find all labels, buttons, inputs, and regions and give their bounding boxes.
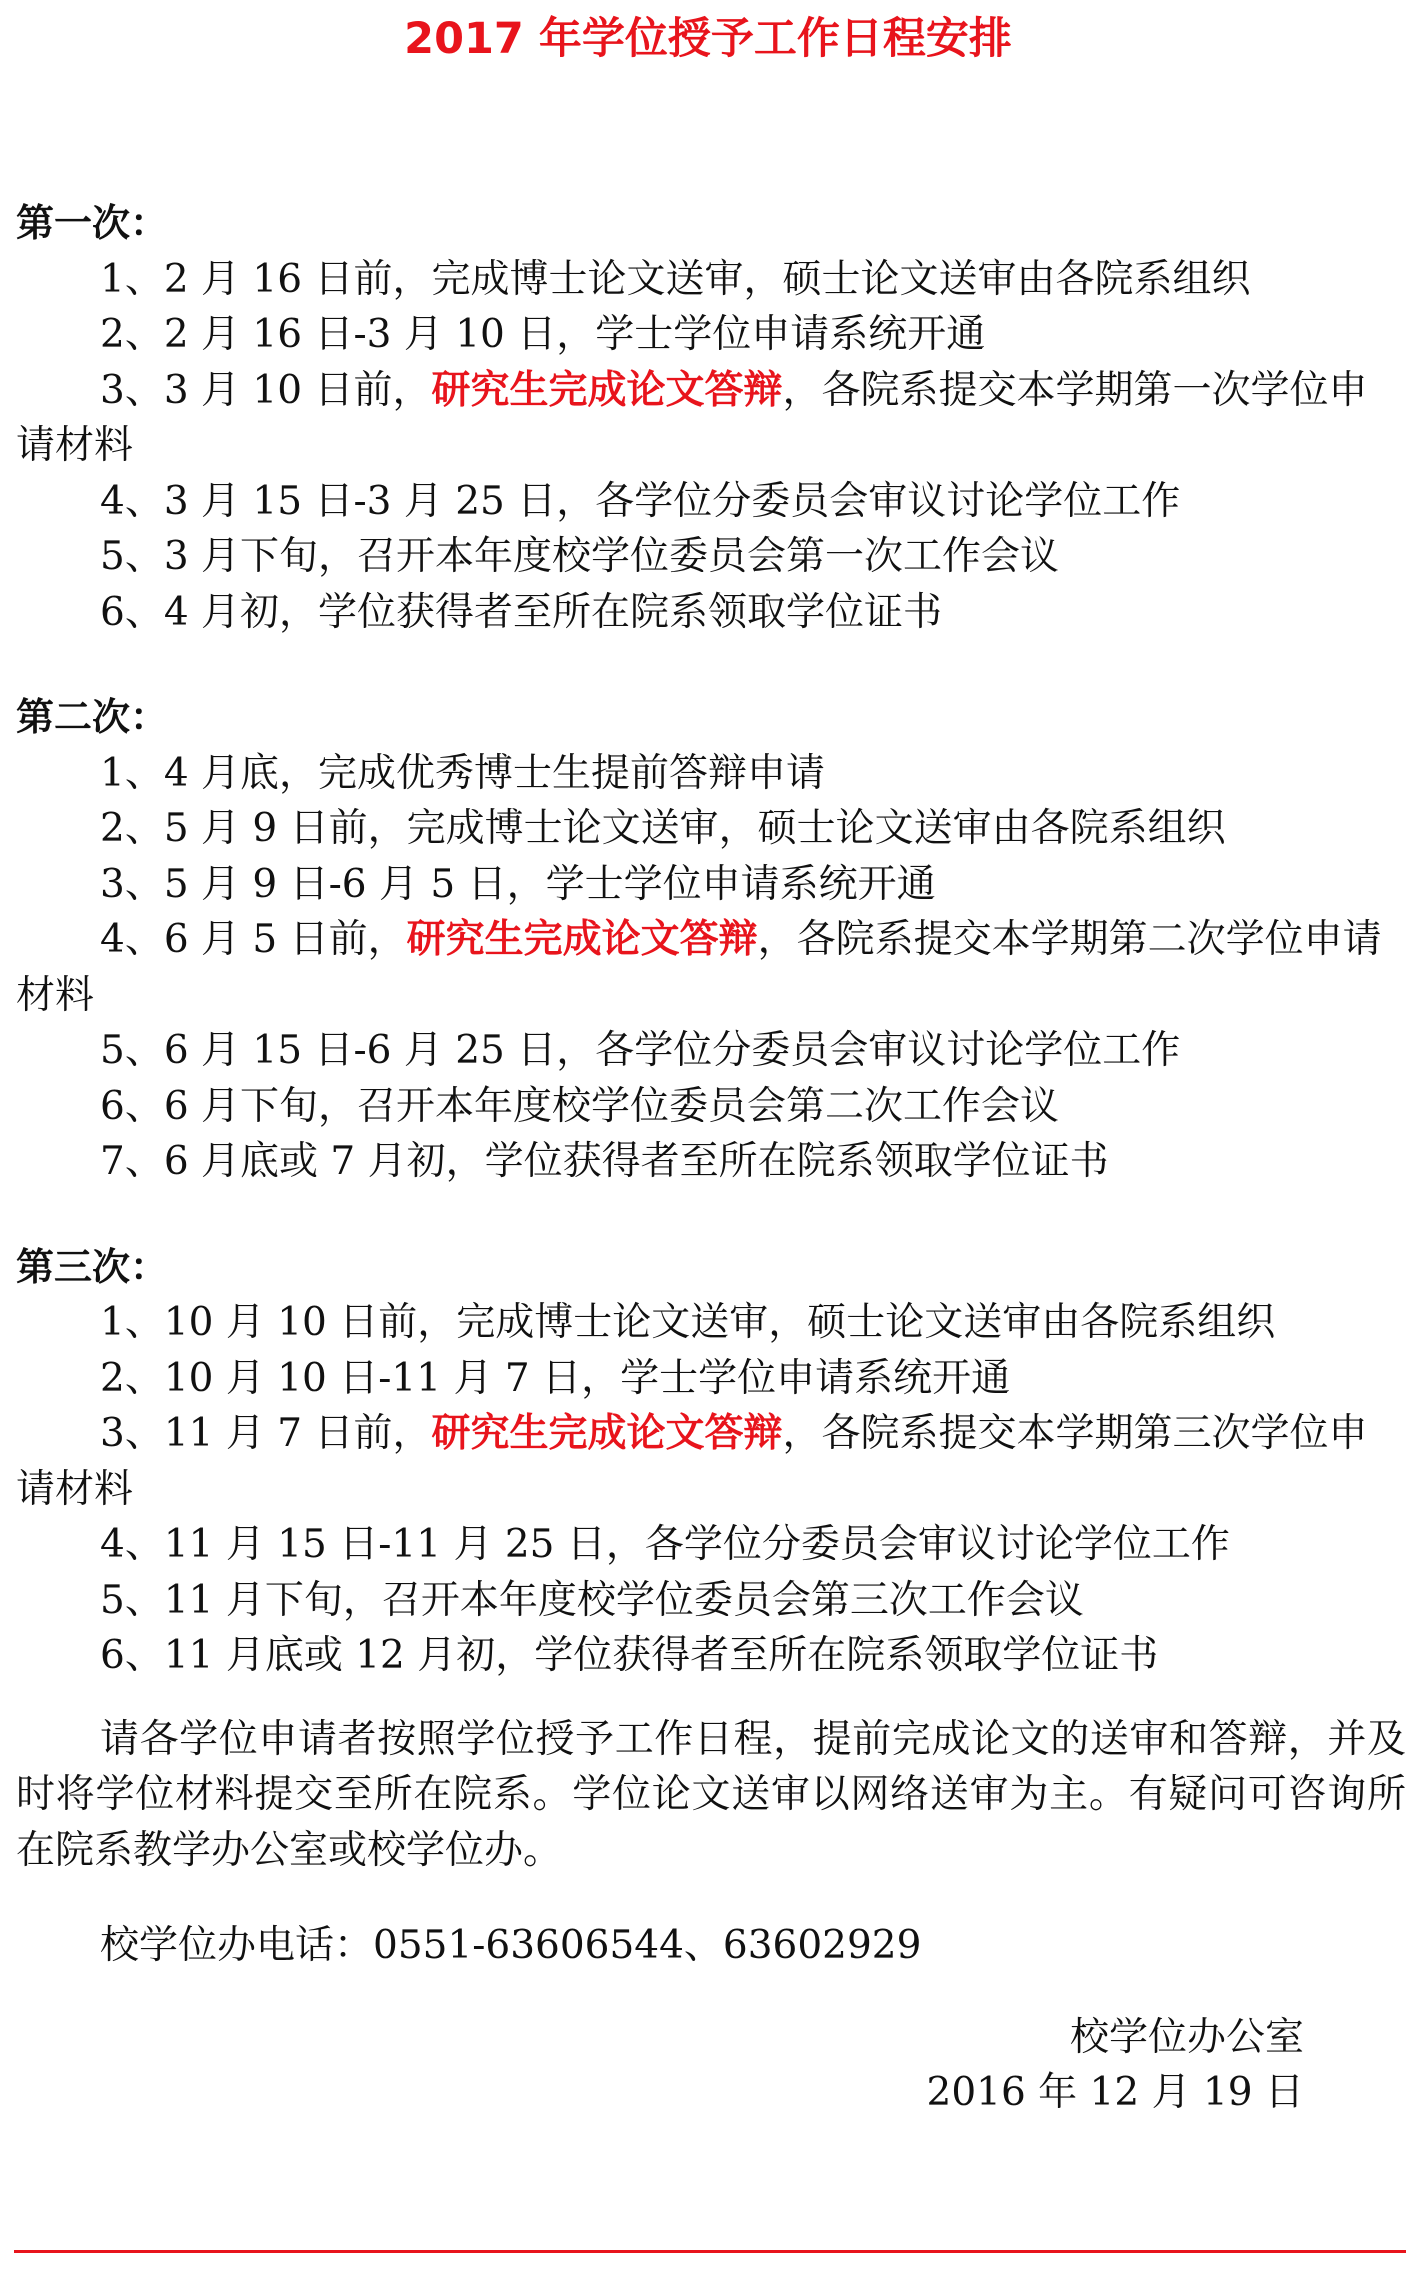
schedule-item: 2、10 月 10 日-11 月 7 日，学士学位申请系统开通 [100, 1355, 1011, 1401]
schedule-item: 3、5 月 9 日-6 月 5 日，学士学位申请系统开通 [100, 861, 936, 907]
section-gap [16, 1190, 1406, 1240]
contact-phone: 校学位办电话：0551-63606544、63602929 [100, 1923, 922, 1968]
schedule-item: 6、4 月初，学位获得者至所在院系领取学位证书 [100, 589, 943, 635]
schedule-item: 1、2 月 16 日前，完成博士论文送审，硕士论文送审由各院系组织 [100, 256, 1251, 302]
section-gap [16, 640, 1406, 690]
schedule-item: 4、3 月 15 日-3 月 25 日，各学位分委员会审议讨论学位工作 [100, 478, 1181, 524]
schedule-item: 1、10 月 10 日前，完成博士论文送审，硕士论文送审由各院系组织 [100, 1300, 1276, 1345]
highlight-defense: 研究生完成论文答辩 [406, 917, 758, 962]
signature-office: 校学位办公室 [1069, 2015, 1304, 2060]
schedule-item: 4、6 月 5 日前，研究生完成论文答辩，各院系提交本学期第二次学位申请材料 [16, 917, 1382, 1018]
highlight-defense: 研究生完成论文答辩 [431, 1411, 783, 1456]
section-first [16, 196, 1406, 640]
schedule-item: 7、6 月底或 7 月初，学位获得者至所在院系领取学位证书 [100, 1139, 1109, 1184]
schedule-item: 2、2 月 16 日-3 月 10 日，学士学位申请系统开通 [100, 312, 986, 357]
schedule-item: 1、4 月底，完成优秀博士生提前答辩申请 [100, 750, 826, 796]
signature-date: 2016 年 12 月 19 日 [926, 2070, 1304, 2115]
note-gap [16, 1684, 1406, 1712]
schedule-item: 4、11 月 15 日-11 月 25 日，各学位分委员会审议讨论学位工作 [100, 1522, 1230, 1567]
bottom-divider [14, 2250, 1406, 2253]
section-heading: 第三次： [16, 1244, 169, 1289]
section-second [16, 690, 1406, 1190]
schedule-item: 2、5 月 9 日前，完成博士论文送审，硕士论文送审由各院系组织 [100, 806, 1226, 851]
schedule-item: 3、3 月 10 日前，研究生完成论文答辩，各院系提交本学期第一次学位申请材料 [16, 367, 1368, 468]
schedule-item: 5、11 月下旬，召开本年度校学位委员会第三次工作会议 [100, 1577, 1084, 1623]
section-heading: 第一次： [16, 201, 169, 245]
document-title: 2017 年学位授予工作日程安排 [404, 14, 1012, 64]
schedule-item: 5、6 月 15 日-6 月 25 日，各学位分委员会审议讨论学位工作 [100, 1028, 1181, 1073]
section-third [16, 1240, 1406, 1684]
schedule-item: 3、11 月 7 日前，研究生完成论文答辩，各院系提交本学期第三次学位申请材料 [16, 1411, 1368, 1512]
section-heading: 第二次： [16, 695, 169, 739]
schedule-item: 6、11 月底或 12 月初，学位获得者至所在院系领取学位证书 [100, 1633, 1159, 1678]
schedule-item: 5、3 月下旬，召开本年度校学位委员会第一次工作会议 [100, 534, 1060, 579]
schedule-item: 6、6 月下旬，召开本年度校学位委员会第二次工作会议 [100, 1083, 1060, 1129]
document-body [16, 196, 1406, 1974]
note-paragraph: 请各学位申请者按照学位授予工作日程，提前完成论文的送审和答辩，并及时将学位材料提交至所在院系。学位论文送审以网络送审为主。有疑问可咨询所在院系教学办公室或校学位办。 [16, 1716, 1406, 1873]
highlight-defense: 研究生完成论文答辩 [431, 367, 783, 413]
